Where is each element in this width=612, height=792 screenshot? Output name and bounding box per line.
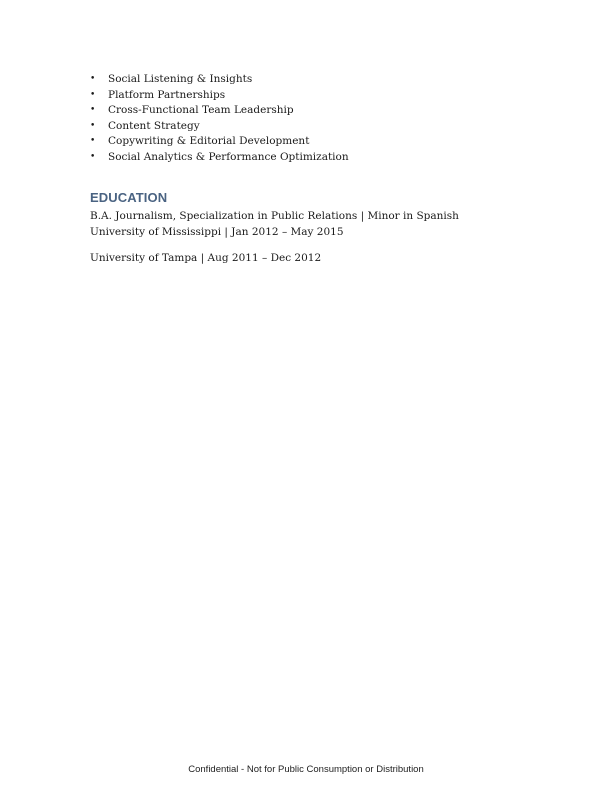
skills-list xyxy=(90,72,349,165)
school-line-tampa: University of Tampa | Aug 2011 – Dec 2012 xyxy=(90,252,322,264)
skill-item xyxy=(90,150,349,166)
skill-label: Cross-Functional Team Leadership xyxy=(108,104,294,116)
bullet-icon: • xyxy=(90,105,96,115)
skill-label: Content Strategy xyxy=(108,119,200,132)
bullet-icon: • xyxy=(90,120,96,131)
skill-label: Social Listening & Insights xyxy=(108,73,253,85)
education-section xyxy=(90,209,459,267)
confidential-footer: Confidential - Not for Public Consumption or Distribution xyxy=(188,764,424,775)
skill-item xyxy=(90,103,349,119)
bullet-icon: • xyxy=(90,89,96,100)
education-heading: EDUCATION xyxy=(90,190,168,205)
skill-label: Platform Partnerships xyxy=(108,88,226,101)
skill-item xyxy=(90,119,349,135)
skill-label: Social Analytics & Performance Optimization xyxy=(108,150,349,163)
school-line-mississippi: University of Mississippi | Jan 2012 – May 2015 xyxy=(90,225,344,238)
skill-item xyxy=(90,72,349,88)
skill-item xyxy=(90,88,349,104)
skill-label: Copywriting & Editorial Development xyxy=(108,135,310,147)
degree-line: B.A. Journalism, Specialization in Public Relations | Minor in Spanish xyxy=(90,210,459,222)
bullet-icon: • xyxy=(90,74,96,84)
bullet-icon: • xyxy=(90,136,96,146)
bullet-icon: • xyxy=(90,151,96,162)
spacer xyxy=(90,240,459,251)
skill-item xyxy=(90,134,349,150)
